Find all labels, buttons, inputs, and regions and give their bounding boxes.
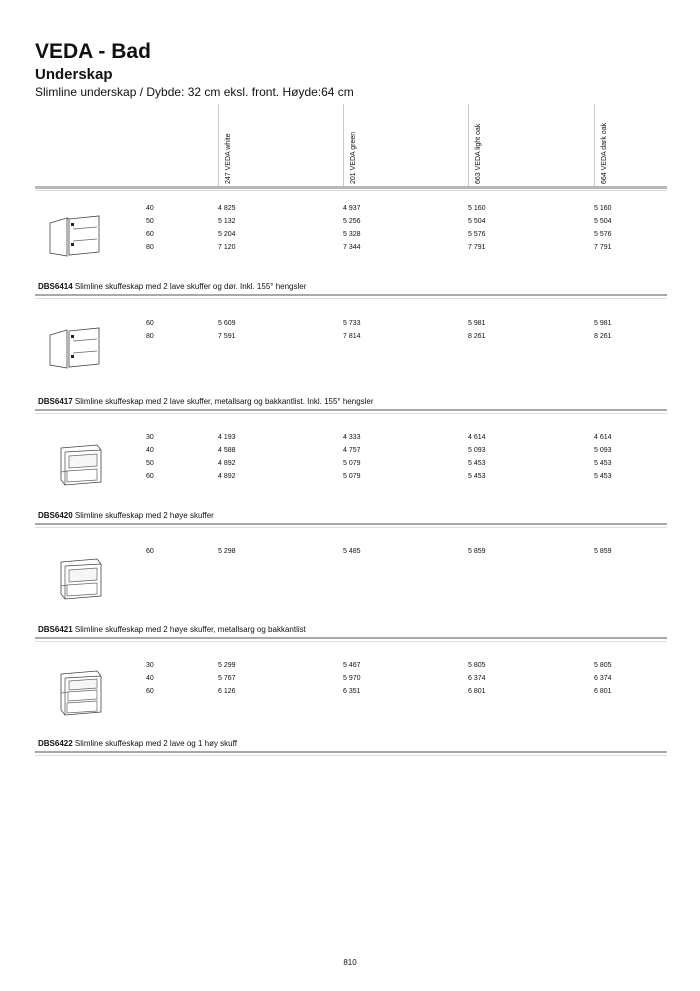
column-header-dark-oak: 664 VEDA dark oak (601, 122, 608, 184)
product-description: Slimline skuffeskap med 2 høye skuffer, metallsarg og bakkantlist (74, 625, 306, 634)
product-description: Slimline skuffeskap med 2 lave skuffer og dør. Inkl. 155° hengsler (74, 282, 307, 291)
product-label (38, 625, 306, 634)
column-divider (218, 104, 219, 188)
section-divider (35, 409, 667, 411)
column-divider (343, 104, 344, 188)
product-description: Slimline skuffeskap med 2 lave skuffer, metallsarg og bakkantlist. Inkl. 155° hengsler (74, 397, 374, 406)
column-header-white: 247 VEDA white (225, 133, 232, 184)
section-divider (35, 413, 667, 414)
table-row: 80 7 591 7 814 8 261 8 261 (146, 333, 612, 340)
section-divider (35, 637, 667, 639)
product-label (38, 511, 214, 520)
table-row: 60 5 609 5 733 5 981 5 981 (146, 320, 612, 327)
table-row: 60 6 126 6 351 6 801 6 801 (146, 688, 612, 695)
table-row: 60 5 204 5 328 5 576 5 576 (146, 231, 612, 238)
section-divider (35, 641, 667, 642)
product-code: DBS6420 (38, 511, 73, 520)
product-description: Slimline skuffeskap med 2 lave og 1 høy skuff (74, 739, 237, 748)
table-row: 40 5 767 5 970 6 374 6 374 (146, 675, 612, 682)
product-label (38, 397, 374, 406)
column-divider (468, 104, 469, 188)
table-row: 30 5 299 5 467 5 805 5 805 (146, 662, 612, 669)
product-code: DBS6421 (38, 625, 73, 634)
section-divider (35, 527, 667, 528)
product-code: DBS6422 (38, 739, 73, 748)
section-subtitle: Underskap (35, 66, 113, 83)
column-divider (594, 104, 595, 188)
table-row: 50 4 892 5 079 5 453 5 453 (146, 460, 612, 467)
page-number: 810 (343, 958, 357, 967)
section-divider (35, 755, 667, 756)
section-description: Slimline underskap / Dybde: 32 cm eksl. front. Høyde:64 cm (35, 85, 354, 99)
product-description: Slimline skuffeskap med 2 høye skuffer (74, 511, 214, 520)
product-code: DBS6417 (38, 397, 73, 406)
table-row: 60 5 298 5 485 5 859 5 859 (146, 548, 612, 555)
product-code: DBS6414 (38, 282, 73, 291)
table-row: 40 4 825 4 937 5 160 5 160 (146, 205, 612, 212)
header-divider (35, 186, 667, 189)
product-label (38, 282, 306, 291)
table-row: 60 4 892 5 079 5 453 5 453 (146, 473, 612, 480)
table-row: 30 4 193 4 333 4 614 4 614 (146, 434, 612, 441)
section-divider (35, 523, 667, 525)
section-divider (35, 294, 667, 296)
section-divider (35, 298, 667, 299)
table-row: 80 7 120 7 344 7 791 7 791 (146, 244, 612, 251)
column-header-light-oak: 663 VEDA light oak (475, 123, 482, 184)
section-divider (35, 751, 667, 753)
column-header-green: 201 VEDA green (350, 131, 357, 184)
table-row: 40 4 588 4 757 5 093 5 093 (146, 447, 612, 454)
table-row: 50 5 132 5 256 5 504 5 504 (146, 218, 612, 225)
page-title: VEDA - Bad (35, 40, 151, 63)
two-drawer-cabinet-icon (47, 556, 109, 605)
product-label (38, 739, 237, 748)
